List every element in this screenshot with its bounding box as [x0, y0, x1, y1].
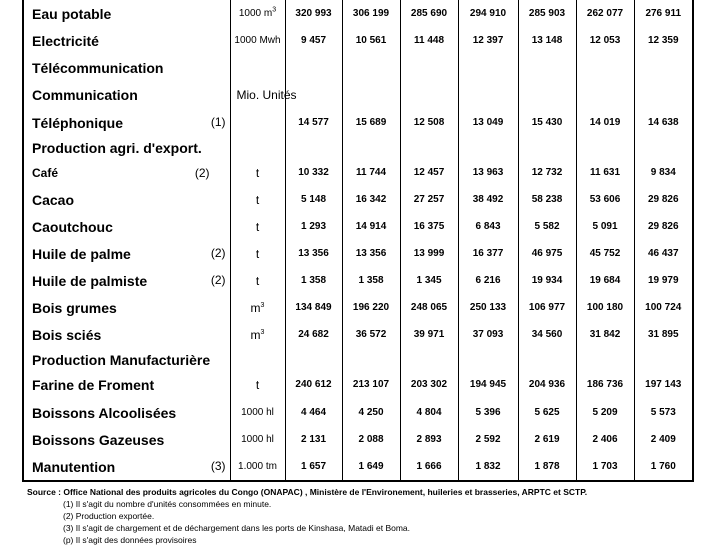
production-table [22, 0, 694, 482]
row-unit [230, 454, 285, 481]
value-cell: 306 199 [342, 0, 400, 28]
table-row [23, 268, 693, 295]
row-unit-text: 1000 hl [241, 406, 274, 418]
value-cell: 53 606 [576, 187, 634, 214]
value-cell: 12 397 [458, 28, 518, 55]
row-footnote-ref: (2) [194, 165, 210, 180]
value-cell: 15 689 [342, 109, 400, 137]
value-cell: 5 091 [576, 214, 634, 241]
row-unit-text: Mio. Unités [236, 87, 297, 102]
value-cell [342, 81, 400, 109]
value-cell: 12 508 [400, 109, 458, 137]
table-row [23, 214, 693, 241]
row-label-text: Bois grumes [32, 300, 117, 317]
row-label [23, 399, 230, 427]
value-cell: 36 572 [342, 322, 400, 349]
row-label [23, 427, 230, 454]
value-cell [458, 349, 518, 371]
value-cell [634, 137, 693, 159]
row-label-text: Communication [32, 86, 138, 103]
value-cell: 58 238 [518, 187, 576, 214]
value-cell: 13 049 [458, 109, 518, 137]
row-label-text: Huile de palme [32, 246, 131, 263]
value-cell [342, 137, 400, 159]
value-cell: 4 250 [342, 399, 400, 427]
value-cell: 19 979 [634, 268, 693, 295]
value-cell [400, 55, 458, 81]
row-unit [230, 109, 285, 137]
table-row [23, 81, 693, 109]
table-row [23, 371, 693, 399]
value-cell: 285 903 [518, 0, 576, 28]
value-cell: 2 592 [458, 427, 518, 454]
row-unit [230, 55, 285, 81]
value-cell: 34 560 [518, 322, 576, 349]
value-cell: 11 744 [342, 159, 400, 187]
row-label-text: Eau potable [32, 5, 112, 22]
row-label [23, 109, 230, 137]
value-cell: 14 638 [634, 109, 693, 137]
row-label [23, 187, 230, 214]
value-cell: 11 448 [400, 28, 458, 55]
row-unit [230, 268, 285, 295]
table-footer [27, 486, 587, 546]
value-cell: 320 993 [285, 0, 342, 28]
row-unit [230, 427, 285, 454]
value-cell [285, 55, 342, 81]
row-footnote-ref: (3) [210, 458, 226, 473]
unit-superscript: 3 [260, 329, 265, 337]
row-label [23, 268, 230, 295]
value-cell: 2 893 [400, 427, 458, 454]
value-cell: 294 910 [458, 0, 518, 28]
value-cell: 24 682 [285, 322, 342, 349]
value-cell: 248 065 [400, 295, 458, 322]
value-cell: 13 963 [458, 159, 518, 187]
value-cell: 16 375 [400, 214, 458, 241]
row-unit [230, 28, 285, 55]
row-label-text: Bois sciés [32, 327, 102, 344]
table-row [23, 295, 693, 322]
value-cell: 1 649 [342, 454, 400, 481]
unit-superscript: 3 [260, 302, 265, 310]
value-cell [576, 349, 634, 371]
value-cell [458, 137, 518, 159]
value-cell: 14 577 [285, 109, 342, 137]
value-cell: 1 657 [285, 454, 342, 481]
value-cell: 10 561 [342, 28, 400, 55]
table-row [23, 137, 693, 159]
value-cell: 46 437 [634, 241, 693, 268]
value-cell [458, 55, 518, 81]
row-label [23, 55, 230, 81]
value-cell: 13 148 [518, 28, 576, 55]
row-label-text: Farine de Froment [32, 376, 155, 393]
table-row [23, 349, 693, 371]
value-cell: 1 703 [576, 454, 634, 481]
value-cell: 5 625 [518, 399, 576, 427]
row-unit-text: 1.000 tm [238, 460, 277, 472]
value-cell: 5 396 [458, 399, 518, 427]
value-cell: 39 971 [400, 322, 458, 349]
value-cell [285, 137, 342, 159]
row-label-text: Cacao [32, 192, 75, 209]
row-unit-text: t [255, 220, 260, 235]
row-label-text: Huile de palmiste [32, 273, 148, 290]
value-cell: 31 895 [634, 322, 693, 349]
row-footnote-ref: (2) [210, 246, 226, 261]
row-footnote-ref: (1) [210, 114, 226, 129]
value-cell: 4 804 [400, 399, 458, 427]
value-cell: 5 582 [518, 214, 576, 241]
row-label [23, 371, 230, 399]
value-cell [342, 55, 400, 81]
value-cell [342, 349, 400, 371]
value-cell: 13 356 [285, 241, 342, 268]
value-cell: 2 131 [285, 427, 342, 454]
row-label [23, 159, 230, 187]
row-unit [230, 295, 285, 322]
value-cell: 6 216 [458, 268, 518, 295]
value-cell: 1 358 [285, 268, 342, 295]
table-row [23, 454, 693, 481]
value-cell: 2 406 [576, 427, 634, 454]
row-unit [230, 349, 285, 371]
value-cell: 16 377 [458, 241, 518, 268]
value-cell: 196 220 [342, 295, 400, 322]
row-unit-text: m [250, 328, 261, 343]
table-row [23, 28, 693, 55]
table-row [23, 0, 693, 28]
value-cell: 14 914 [342, 214, 400, 241]
value-cell: 197 143 [634, 371, 693, 399]
value-cell: 12 457 [400, 159, 458, 187]
row-label [23, 322, 230, 349]
footnote: (1) Il s'agit du nombre d'unités consommées en minute. [63, 499, 272, 509]
value-cell: 13 999 [400, 241, 458, 268]
value-cell: 262 077 [576, 0, 634, 28]
row-label [23, 241, 230, 268]
row-unit [230, 0, 285, 28]
value-cell: 100 724 [634, 295, 693, 322]
value-cell: 38 492 [458, 187, 518, 214]
value-cell: 5 209 [576, 399, 634, 427]
row-unit [230, 399, 285, 427]
value-cell: 37 093 [458, 322, 518, 349]
value-cell [285, 349, 342, 371]
value-cell [634, 81, 693, 109]
value-cell: 31 842 [576, 322, 634, 349]
value-cell: 29 826 [634, 214, 693, 241]
value-cell: 2 619 [518, 427, 576, 454]
row-label [23, 28, 230, 55]
value-cell [518, 349, 576, 371]
row-unit [230, 187, 285, 214]
footnote: (p) Il s'agit des données provisoires [63, 535, 197, 545]
value-cell [518, 55, 576, 81]
value-cell: 9 834 [634, 159, 693, 187]
row-unit [230, 214, 285, 241]
value-cell: 45 752 [576, 241, 634, 268]
table-row [23, 187, 693, 214]
value-cell: 1 878 [518, 454, 576, 481]
value-cell: 19 934 [518, 268, 576, 295]
value-cell: 46 975 [518, 241, 576, 268]
row-unit-text: t [255, 247, 260, 262]
value-cell: 204 936 [518, 371, 576, 399]
value-cell: 106 977 [518, 295, 576, 322]
table-row [23, 427, 693, 454]
value-cell: 6 843 [458, 214, 518, 241]
value-cell: 285 690 [400, 0, 458, 28]
row-label [23, 295, 230, 322]
row-label [23, 81, 230, 109]
value-cell: 186 736 [576, 371, 634, 399]
value-cell: 194 945 [458, 371, 518, 399]
row-unit-text: t [255, 274, 260, 289]
value-cell [518, 137, 576, 159]
value-cell: 13 356 [342, 241, 400, 268]
row-unit-text: t [255, 193, 260, 208]
row-unit [230, 371, 285, 399]
value-cell: 5 573 [634, 399, 693, 427]
value-cell: 134 849 [285, 295, 342, 322]
value-cell: 9 457 [285, 28, 342, 55]
value-cell: 100 180 [576, 295, 634, 322]
value-cell: 276 911 [634, 0, 693, 28]
row-label-text: Electricité [32, 33, 99, 50]
value-cell [400, 81, 458, 109]
value-cell [634, 55, 693, 81]
row-unit-text: m [250, 301, 261, 316]
value-cell [634, 349, 693, 371]
row-label-text: Téléphonique [32, 114, 123, 131]
row-unit [230, 241, 285, 268]
table-row [23, 109, 693, 137]
value-cell: 12 359 [634, 28, 693, 55]
source-note: Source : Office National des produits agricoles du Congo (ONAPAC) , Ministère de l'Environement, huileries et brasseries, ARPTC et SCTP. [27, 487, 588, 497]
row-label [23, 0, 230, 28]
table-row [23, 399, 693, 427]
row-unit [230, 159, 285, 187]
footnote: (2) Production exportée. [63, 511, 155, 521]
table-row [23, 159, 693, 187]
row-unit [230, 322, 285, 349]
value-cell: 2 409 [634, 427, 693, 454]
value-cell: 1 293 [285, 214, 342, 241]
value-cell: 1 832 [458, 454, 518, 481]
row-footnote-ref: (2) [210, 273, 226, 288]
value-cell: 12 053 [576, 28, 634, 55]
row-unit-text: 1000 Mwh [234, 35, 281, 47]
row-label-text: Production agri. d'export. [32, 139, 202, 156]
value-cell: 12 732 [518, 159, 576, 187]
value-cell: 10 332 [285, 159, 342, 187]
value-cell: 250 133 [458, 295, 518, 322]
value-cell: 1 760 [634, 454, 693, 481]
value-cell: 1 345 [400, 268, 458, 295]
row-label [23, 454, 230, 481]
value-cell: 16 342 [342, 187, 400, 214]
row-unit-text: t [255, 165, 260, 180]
table-row [23, 55, 693, 81]
value-cell: 29 826 [634, 187, 693, 214]
value-cell: 4 464 [285, 399, 342, 427]
value-cell [400, 349, 458, 371]
value-cell: 5 148 [285, 187, 342, 214]
value-cell: 19 684 [576, 268, 634, 295]
row-label [23, 349, 230, 371]
value-cell [576, 55, 634, 81]
value-cell: 14 019 [576, 109, 634, 137]
row-label-text: Manutention [32, 458, 116, 475]
row-label-text: Caoutchouc [32, 219, 113, 236]
unit-superscript: 3 [272, 6, 277, 14]
row-label-text: Café [32, 165, 59, 180]
row-unit [230, 81, 297, 109]
table-row [23, 322, 693, 349]
row-unit-text: 1000 m [238, 7, 273, 19]
value-cell: 11 631 [576, 159, 634, 187]
row-unit-text: 1000 hl [241, 434, 274, 446]
value-cell: 240 612 [285, 371, 342, 399]
row-unit-text: t [255, 377, 260, 392]
value-cell [458, 81, 518, 109]
value-cell [576, 137, 634, 159]
row-label [23, 137, 230, 159]
value-cell: 213 107 [342, 371, 400, 399]
row-label-text: Boissons Alcoolisées [32, 404, 177, 421]
row-unit [230, 137, 285, 159]
value-cell [400, 137, 458, 159]
value-cell: 1 666 [400, 454, 458, 481]
value-cell: 203 302 [400, 371, 458, 399]
row-label [23, 214, 230, 241]
value-cell [518, 81, 576, 109]
row-label-text: Production Manufacturière [32, 351, 211, 368]
table-row [23, 241, 693, 268]
value-cell: 1 358 [342, 268, 400, 295]
value-cell [576, 81, 634, 109]
value-cell: 27 257 [400, 187, 458, 214]
row-label-text: Boissons Gazeuses [32, 432, 165, 449]
footnote: (3) Il s'agit de chargement et de déchargement dans les ports de Kinshasa, Matadi et Boma. [63, 523, 411, 533]
row-label-text: Télécommunication [32, 59, 164, 76]
value-cell: 2 088 [342, 427, 400, 454]
value-cell: 15 430 [518, 109, 576, 137]
